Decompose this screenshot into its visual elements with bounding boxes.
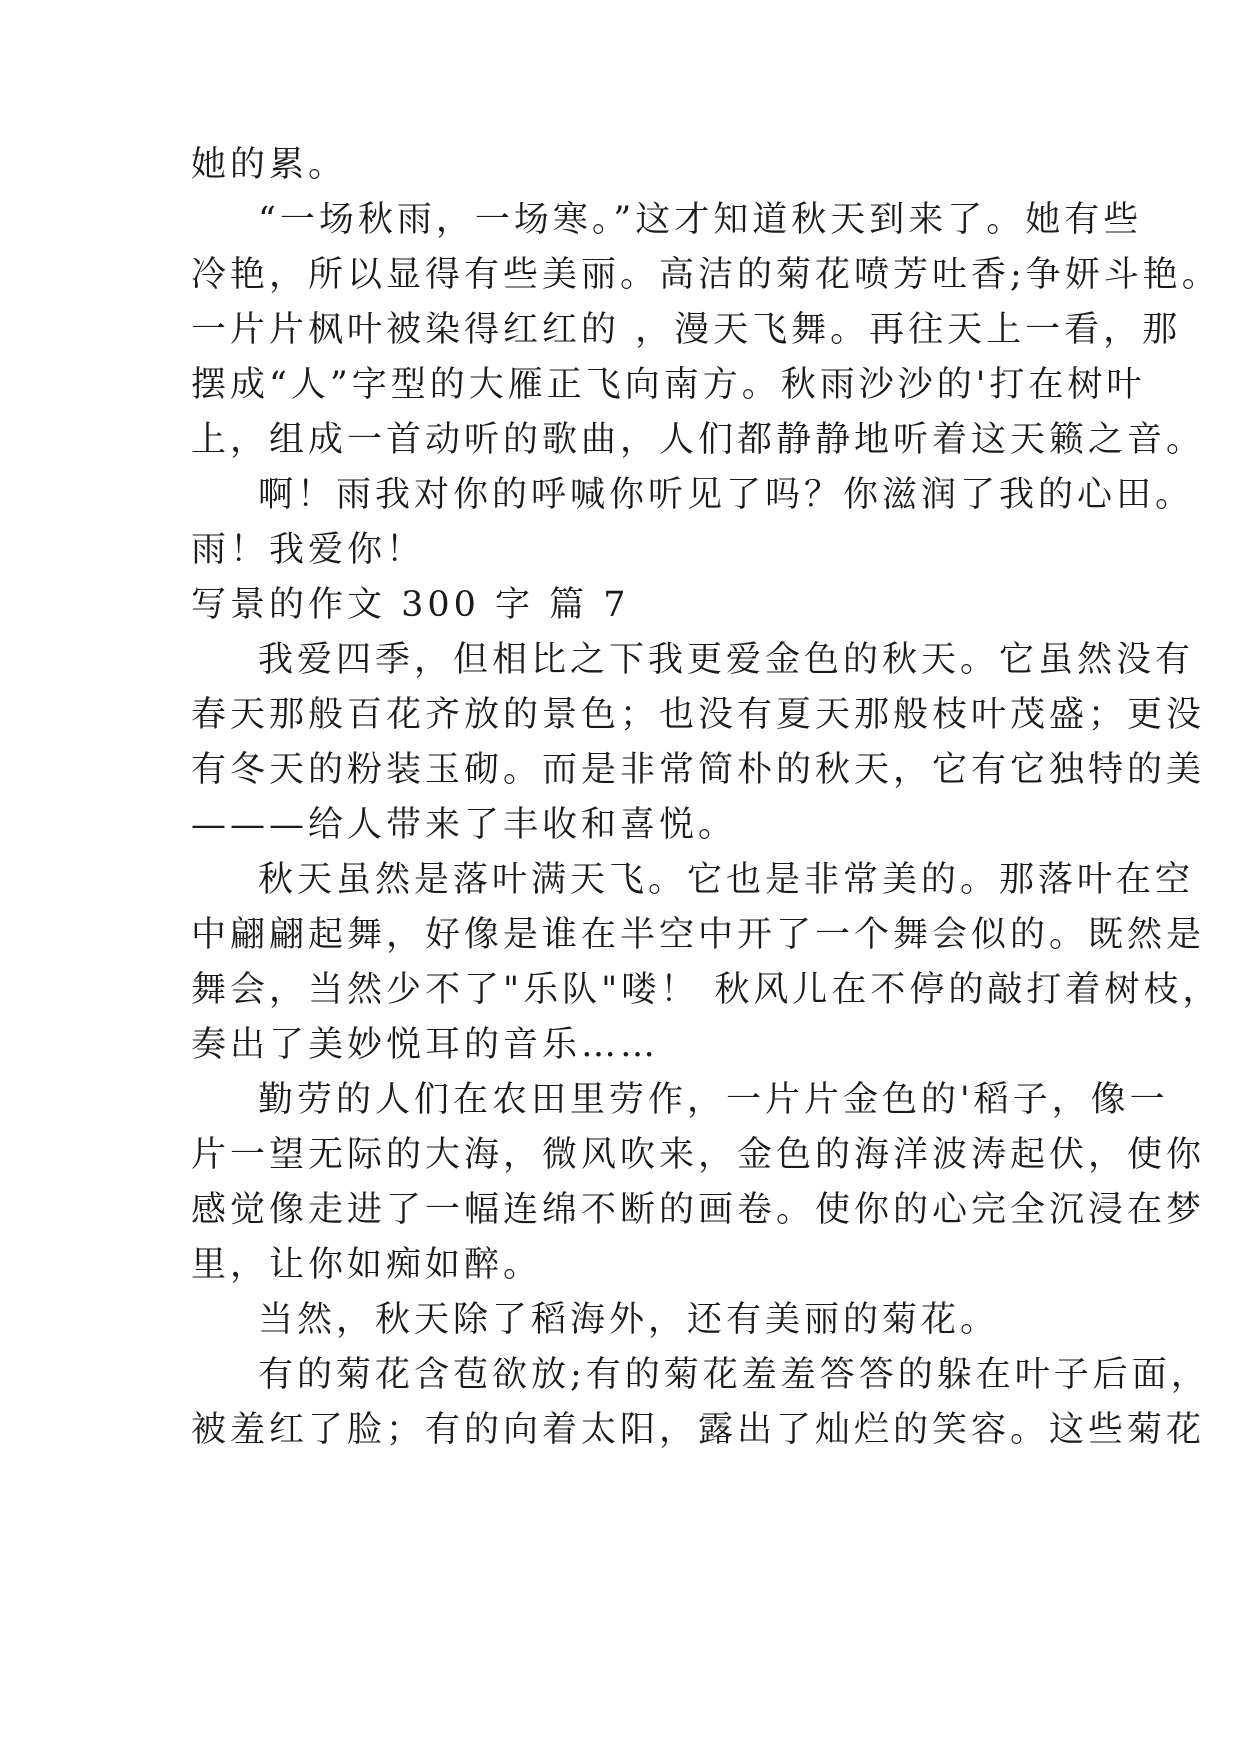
text-line: 春天那般百花齐放的景色；也没有夏天那般枝叶茂盛；更没 (191, 695, 1206, 735)
paragraph-first-line: 啊！雨我对你的呼喊你听见了吗？你滋润了我的心田。 (258, 475, 1195, 515)
text-line: 一片片枫叶被染得红红的 ，漫天飞舞。再往天上一看，那 (191, 310, 1182, 350)
text-line: 上，组成一首动听的歌曲，人们都静静地听着这天籁之音。 (191, 420, 1206, 460)
text-line: 中翩翩起舞，好像是谁在半空中开了一个舞会似的。既然是 (191, 915, 1206, 955)
paragraph-first-line: 当然，秋天除了稻海外，还有美丽的菊花。 (258, 1300, 1000, 1340)
section-heading: 写景的作文 300 字 篇 7 (191, 585, 630, 625)
paragraph-first-line: 勤劳的人们在农田里劳作，一片片金色的'稻子，像一 (258, 1080, 1169, 1120)
text-line: 被羞红了脸；有的向着太阳，露出了灿烂的笑容。这些菊花 (191, 1410, 1206, 1450)
paragraph-first-line: “一场秋雨，一场寒。”这才知道秋天到来了。她有些 (258, 200, 1143, 240)
text-line: 她的累。 (191, 145, 348, 185)
text-line: 感觉像走进了一幅连绵不断的画卷。使你的心完全沉浸在梦 (191, 1190, 1206, 1230)
text-line: 冷艳，所以显得有些美丽。高洁的菊花喷芳吐香;争妍斗艳。 (191, 255, 1221, 295)
text-line: 雨！我爱你！ (191, 530, 426, 570)
text-line: 里，让你如痴如醉。 (191, 1245, 543, 1285)
text-line: 舞会，当然少不了"乐队"喽！ 秋风儿在不停的敲打着树枝， (191, 970, 1222, 1010)
paragraph-first-line: 有的菊花含苞欲放;有的菊花羞羞答答的躲在叶子后面， (258, 1355, 1210, 1395)
text-line: 片一望无际的大海，微风吹来，金色的海洋波涛起伏，使你 (191, 1135, 1206, 1175)
text-line: 奏出了美妙悦耳的音乐…… (191, 1025, 660, 1065)
text-line: 有冬天的粉装玉砌。而是非常简朴的秋天，它有它独特的美 (191, 750, 1206, 790)
paragraph-first-line: 秋天虽然是落叶满天飞。它也是非常美的。那落叶在空 (258, 860, 1195, 900)
text-line: ———给人带来了丰收和喜悦。 (191, 805, 738, 845)
paragraph-first-line: 我爱四季，但相比之下我更爱金色的秋天。它虽然没有 (258, 640, 1195, 680)
text-line: 摆成“人”字型的大雁正飞向南方。秋雨沙沙的'打在树叶 (191, 365, 1146, 405)
